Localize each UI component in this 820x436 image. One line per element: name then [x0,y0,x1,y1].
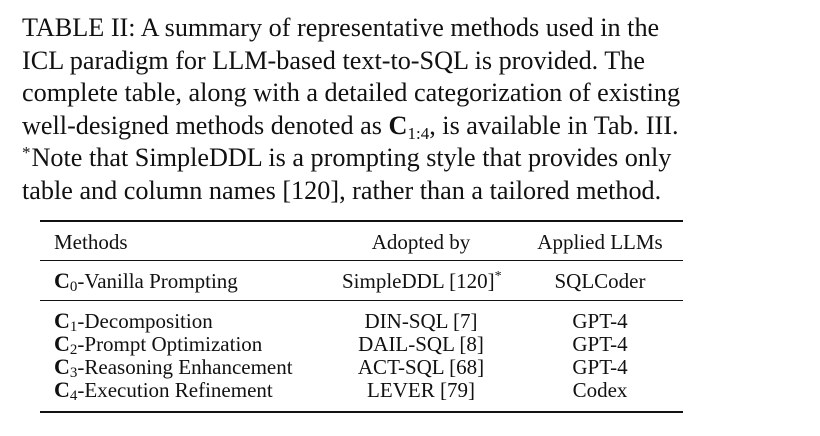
caption-line-5 [22,142,812,175]
caption-line-4-prefix: well-designed methods denoted as [22,110,389,140]
caption-line-4-suffix: , is available in Tab. III. [429,110,679,140]
caption-line-3: complete table, along with a detailed categorization of existing [22,78,681,108]
row-0-c-index: 0 [69,279,78,295]
row-2-method-name: -Prompt Optimization [77,332,263,356]
row-1-llm: GPT-4 [572,309,628,333]
row-3-llm: GPT-4 [572,355,628,379]
row-1-adopted-by: DIN-SQL [7] [364,309,478,333]
row-3-adopted-by: ACT-SQL [68] [357,355,485,379]
row-1-method-name: -Decomposition [77,309,213,333]
caption-line-5-text: Note that SimpleDDL is a prompting style that provides only [31,143,672,173]
header-methods: Methods [54,230,128,254]
row-2-c-symbol: C [54,331,70,356]
table-caption [22,12,812,208]
header-applied-llms: Applied LLMs [537,230,663,254]
row-1-method [54,309,213,333]
row-4-llm: Codex [572,378,628,402]
row-1-c-index: 1 [69,319,78,335]
table-bottom-rule [40,411,683,413]
caption-line-2: ICL paradigm for LLM-based text-to-SQL is provided. The [22,45,646,75]
row-3-method [54,355,293,379]
row-0-llm: SQLCoder [554,269,646,293]
table-header-rule [40,260,683,261]
row-4-method [54,378,273,402]
table-group-rule [40,300,683,301]
row-0-method [54,269,238,293]
row-0-c-symbol: C [54,268,70,293]
row-0-adopted-by [342,269,500,293]
row-2-adopted-by: DAIL-SQL [8] [358,332,484,356]
caption-line-1: TABLE II: A summary of representative methods used in the [22,13,660,42]
row-3-c-symbol: C [54,354,70,379]
row-4-method-name: -Execution Refinement [77,378,273,402]
row-0-adopted-mark: * [494,269,502,284]
row-3-c-index: 3 [69,365,78,381]
caption-note-marker: * [22,143,31,163]
caption-c-subscript: 1:4 [407,123,430,143]
caption-line-6: table and column names [120], rather than a tailored method. [22,175,662,205]
header-adopted-by: Adopted by [371,230,471,254]
table-top-rule [40,220,683,222]
row-4-c-index: 4 [69,388,78,404]
caption-line-4 [22,110,812,143]
row-2-c-index: 2 [69,342,78,358]
row-4-adopted-by: LEVER [79] [367,378,475,402]
row-3-method-name: -Reasoning Enhancement [77,355,293,379]
row-1-c-symbol: C [54,308,70,333]
row-4-c-symbol: C [54,377,70,402]
row-2-llm: GPT-4 [572,332,628,356]
row-2-method [54,332,262,356]
row-0-method-name: -Vanilla Prompting [77,269,238,293]
caption-c-symbol: C [388,110,408,140]
row-0-adopted-text: SimpleDDL [120] [342,269,495,293]
